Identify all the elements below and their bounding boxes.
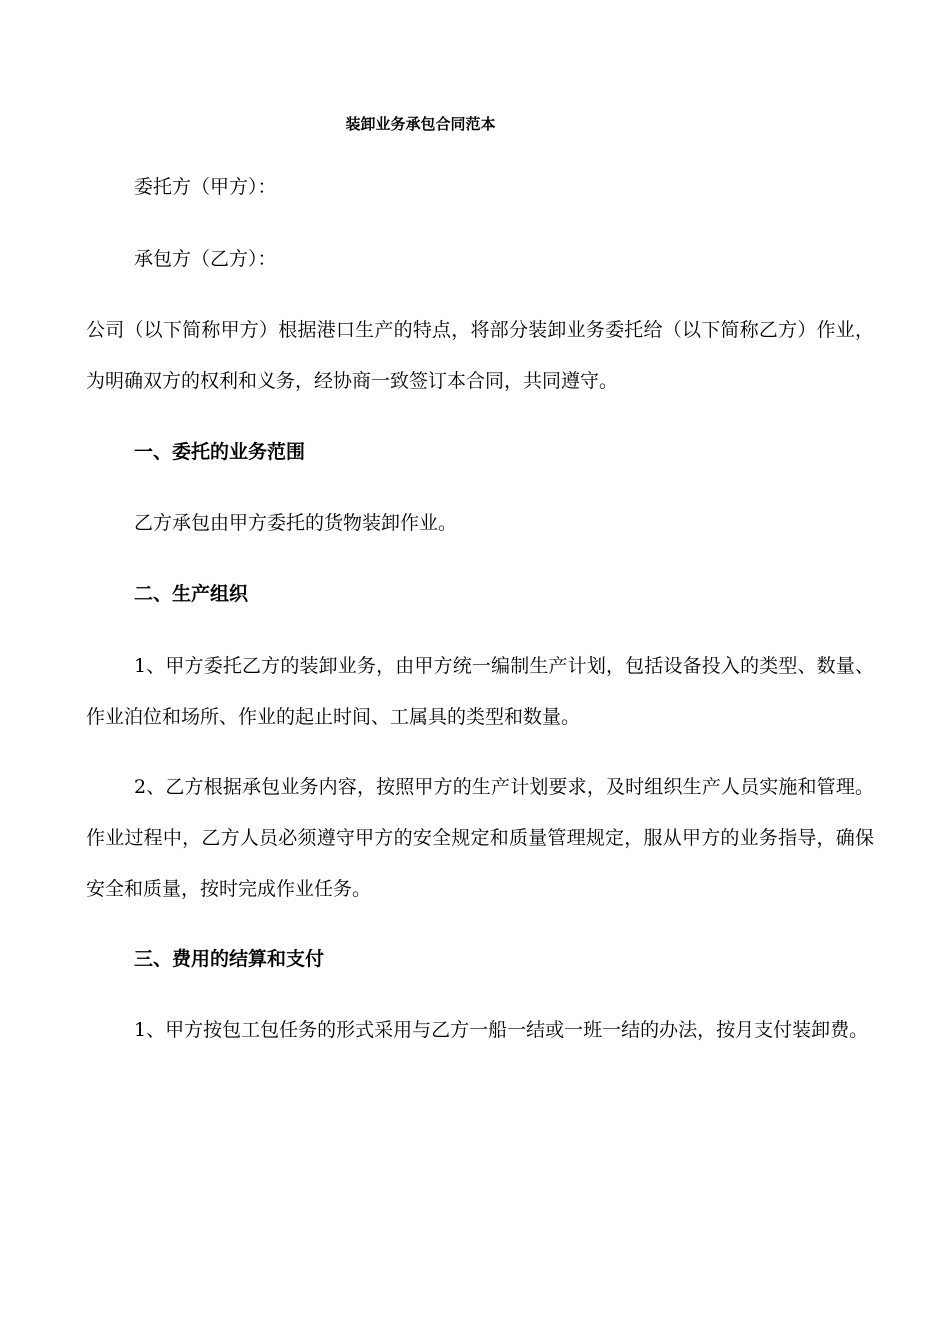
section-paragraph: 1、甲方委托乙方的装卸业务，由甲方统一编制生产计划，包括设备投入的类型、数量、作业泊位和场所、作业的起止时间、工属具的类型和数量。 (86, 655, 874, 728)
section-paragraph: 乙方承包由甲方委托的货物装卸作业。 (134, 512, 458, 534)
party-a-label: 委托方（甲方）： (134, 176, 277, 198)
document-title: 装卸业务承包合同范本 (345, 115, 496, 133)
intro-paragraph: 公司（以下简称甲方）根据港口生产的特点，将部分装卸业务委托给（以下简称乙方）作业，为明确双方的权利和义务，经协商一致签订本合同，共同遵守。 (86, 319, 874, 392)
section-heading-payment: 三、费用的结算和支付 (134, 948, 325, 970)
party-b-label: 承包方（乙方）： (134, 248, 277, 270)
section-paragraph: 1、甲方按包工包任务的形式采用与乙方一船一结或一班一结的办法，按月支付装卸费。 (134, 1019, 869, 1041)
section-heading-scope: 一、委托的业务范围 (134, 441, 306, 463)
section-paragraph: 2、乙方根据承包业务内容，按照甲方的生产计划要求，及时组织生产人员实施和管理。作业过程中，乙方人员必须遵守甲方的安全规定和质量管理规定，服从甲方的业务指导，确保安全和质量，按时完成作业任务。 (86, 776, 874, 900)
section-heading-production: 二、生产组织 (134, 583, 249, 605)
